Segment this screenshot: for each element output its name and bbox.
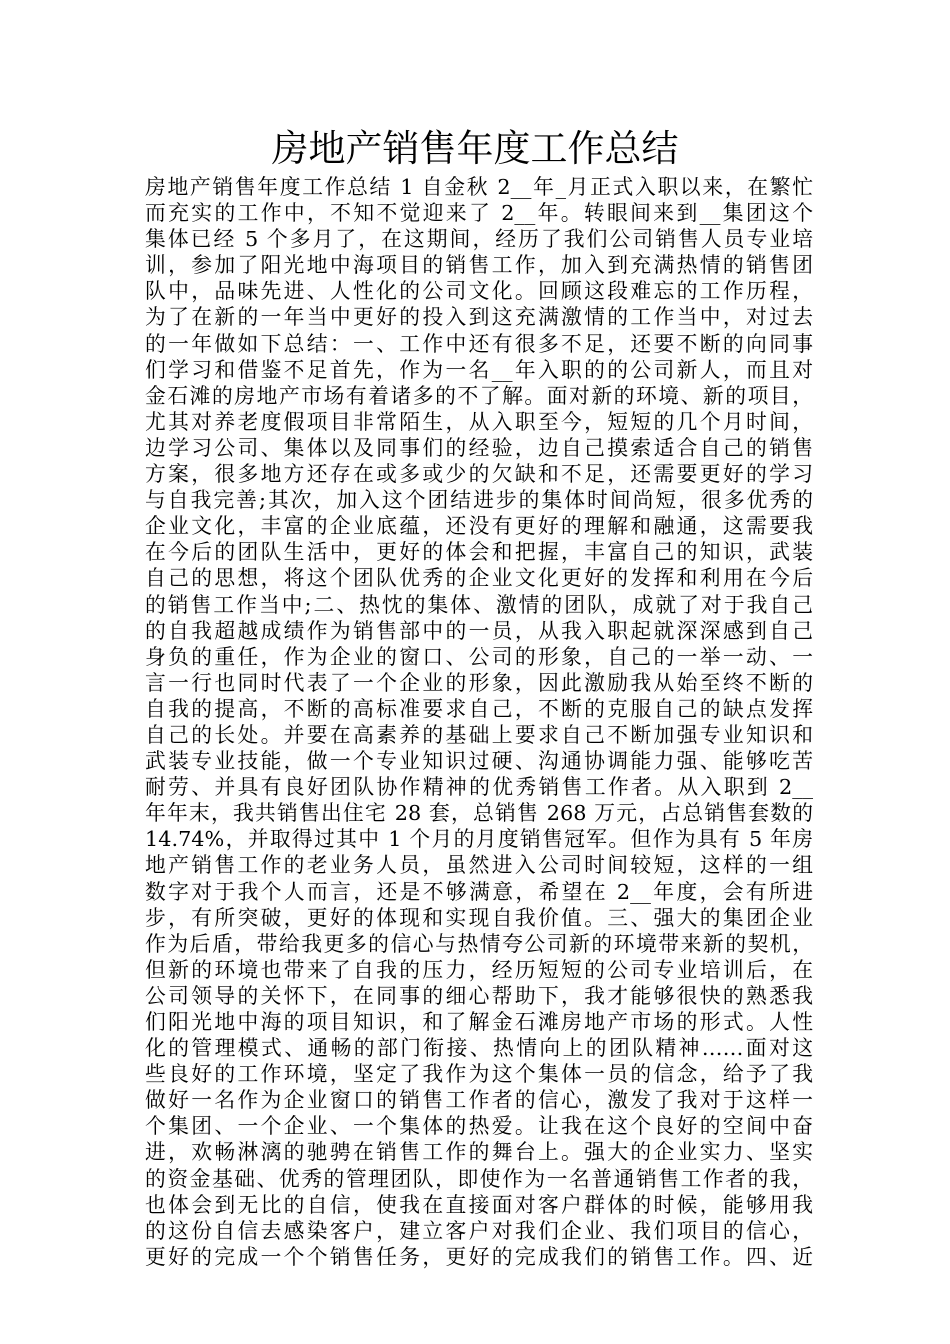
body-line: 的这份自信去感染客户，建立客户对我们企业、我们项目的信心， bbox=[145, 1218, 813, 1243]
body-line: 耐劳、并具有良好团队协作精神的优秀销售工作者。从入职到 2__ bbox=[145, 775, 813, 800]
body-line: 公司领导的关怀下，在同事的细心帮助下，我才能够很快的熟悉我 bbox=[145, 983, 813, 1008]
body-line: 也体会到无比的自信，使我在直接面对客户群体的时候，能够用我 bbox=[145, 1192, 813, 1217]
body-line: 自己的长处。并要在高素养的基础上要求自己不断加强专业知识和 bbox=[145, 722, 813, 747]
body-line: 做好一名作为企业窗口的销售工作者的信心，激发了我对于这样一 bbox=[145, 1088, 813, 1113]
body-line: 言一行也同时代表了一个企业的形象，因此激励我从始至终不断的 bbox=[145, 670, 813, 695]
body-line: 数字对于我个人而言，还是不够满意，希望在 2__年度，会有所进 bbox=[145, 879, 813, 904]
body-line: 而充实的工作中，不知不觉迎来了 2__年。转眼间来到__集团这个 bbox=[145, 201, 813, 226]
body-line: 年年末，我共销售出住宅 28 套，总销售 268 万元，占总销售套数的 bbox=[145, 801, 813, 826]
body-line: 的自我超越成绩作为销售部中的一员，从我入职起就深深感到自己 bbox=[145, 618, 813, 643]
body-line: 个集团、一个企业、一个集体的热爱。让我在这个良好的空间中奋 bbox=[145, 1114, 813, 1139]
body-line: 更好的完成一个个销售任务，更好的完成我们的销售工作。四、近 bbox=[145, 1244, 813, 1269]
body-line: 们学习和借鉴不足首先，作为一名__年入职的的公司新人，而且对 bbox=[145, 357, 813, 382]
body-line: 金石滩的房地产市场有着诸多的不了解。面对新的环境、新的项目， bbox=[145, 383, 813, 408]
body-line: 队中，品味先进、人性化的公司文化。回顾这段难忘的工作历程， bbox=[145, 279, 813, 304]
body-line: 企业文化，丰富的企业底蕴，还没有更好的理解和融通，这需要我 bbox=[145, 514, 813, 539]
body-line: 14.74%，并取得过其中 1 个月的月度销售冠军。但作为具有 5 年房 bbox=[145, 827, 813, 852]
body-line: 武装专业技能，做一个专业知识过硬、沟通协调能力强、能够吃苦 bbox=[145, 749, 813, 774]
body-line: 的资金基础、优秀的管理团队，即使作为一名普通销售工作者的我， bbox=[145, 1166, 813, 1191]
body-line: 自我的提高，不断的高标准要求自己，不断的克服自己的缺点发挥 bbox=[145, 696, 813, 721]
body-line: 训，参加了阳光地中海项目的销售工作，加入到充满热情的销售团 bbox=[145, 253, 813, 278]
body-line: 边学习公司、集体以及同事们的经验，边自己摸索适合自己的销售 bbox=[145, 435, 813, 460]
document-body bbox=[145, 174, 813, 1270]
body-line: 地产销售工作的老业务人员，虽然进入公司时间较短，这样的一组 bbox=[145, 853, 813, 878]
body-line: 们阳光地中海的项目知识，和了解金石滩房地产市场的形式。人性 bbox=[145, 1010, 813, 1034]
body-line: 的一年做如下总结：一、工作中还有很多不足，还要不断的向同事 bbox=[145, 331, 813, 356]
body-line: 在今后的团队生活中，更好的体会和把握，丰富自己的知识，武装 bbox=[145, 540, 813, 565]
body-line: 作为后盾，带给我更多的信心与热情夸公司新的环境带来新的契机， bbox=[145, 931, 813, 956]
body-line: 与自我完善;其次，加入这个团结进步的集体时间尚短，很多优秀的 bbox=[145, 488, 813, 513]
body-line: 进，欢畅淋漓的驰骋在销售工作的舞台上。强大的企业实力、坚实 bbox=[145, 1140, 813, 1165]
body-line: 方案，很多地方还存在或多或少的欠缺和不足，还需要更好的学习 bbox=[145, 462, 813, 487]
body-line: 身负的重任，作为企业的窗口、公司的形象，自己的一举一动、一 bbox=[145, 644, 813, 669]
document-title: 房地产销售年度工作总结 bbox=[271, 127, 679, 170]
body-line: 集体已经 5 个多月了，在这期间，经历了我们公司销售人员专业培 bbox=[145, 227, 813, 252]
body-line: 尤其对养老度假项目非常陌生，从入职至今，短短的几个月时间， bbox=[145, 409, 813, 434]
body-line: 些良好的工作环境，坚定了我作为这个集体一员的信念，给予了我 bbox=[145, 1062, 813, 1087]
body-line: 房地产销售年度工作总结 1 自金秋 2__年_月正式入职以来，在繁忙 bbox=[145, 175, 813, 199]
body-line: 的销售工作当中;二、热忱的集体、激情的团队，成就了对于我自己 bbox=[145, 592, 813, 617]
body-line: 为了在新的一年当中更好的投入到这充满激情的工作当中，对过去 bbox=[145, 305, 813, 330]
body-line: 步，有所突破，更好的体现和实现自我价值。三、强大的集团企业 bbox=[145, 905, 813, 930]
body-line: 但新的环境也带来了自我的压力，经历短短的公司专业培训后，在 bbox=[145, 957, 813, 982]
body-line: 自己的思想，将这个团队优秀的企业文化更好的发挥和利用在今后 bbox=[145, 566, 813, 591]
body-line: 化的管理模式、通畅的部门衔接、热情向上的团队精神……面对这 bbox=[145, 1036, 813, 1061]
